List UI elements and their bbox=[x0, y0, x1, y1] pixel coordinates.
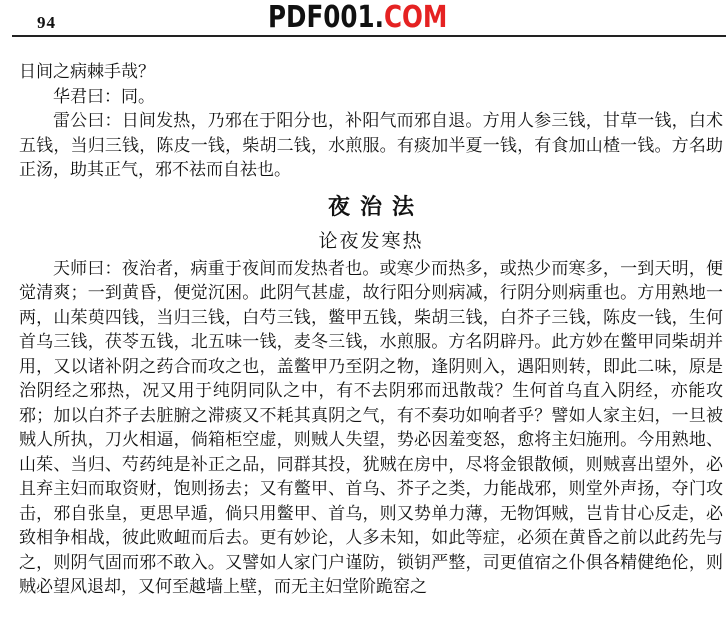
subsection-title: 论夜发寒热 bbox=[318, 229, 424, 252]
page-number: 94 bbox=[37, 13, 56, 32]
header-rule bbox=[12, 35, 726, 37]
body-line-question: 日间之病棘手哉？ bbox=[19, 62, 155, 82]
page-header bbox=[0, 0, 726, 36]
watermark-text-black: PDF001. bbox=[268, 0, 384, 35]
section-paragraph: 天师曰：夜治者，病重于夜间而发热者也。或寒少而热多，或热少而寒多，一到天明，便觉清爽；一到黄昏，便觉沉困。此阴气甚虚，故行阳分则病减，行阴分则病重也。方用熟地一两，山茱萸四钱，当归三钱，白芍三钱，鳖甲五钱，柴胡三钱，白芥子三钱，陈皮一钱，生何首乌三钱，茯苓五钱，北五味一钱，麦冬三钱，水煎服。方名阴辟丹。此方妙在鳖甲同柴胡并用，又以诸补阴之药合而攻之也，盖鳖甲乃至阴之物，逢阴则入，遇阳则转，即此二味，原是治阴经之邪热，况又用于纯阴同队之中，有不去阴邪而迅散哉？生何首乌直入阴经，亦能攻邪；加以白芥子去脏腑之滞痰又不耗其真阴之气，有不奏功如响者乎？譬如人家主妇，一旦被贼人所执，刀火相逼，倘箱柜空虚，则贼人失望，势必因羞变怒，愈将主妇施刑。今用熟地、山茱、当归、芍药纯是补正之品，同群其投，犹贼在房中，尽将金银散倾，则贼喜出望外，必且弃主妇而取资财，饱则扬去；又有鳖甲、首乌、芥子之类，力能战邪，则堂外声扬，夺门攻击，邪自张皇，更思早遁，倘只用鳖甲、首乌，则又势单力薄，无物饵贼，岂肯甘心反走，必致相争相战，彼此败衄而后去。更有妙论，人多未知，如此等症，必须在黄昏之前以此药先与之，则阴气固而邪不敢入。又譬如人家门户谨防，锁钥严整，司更值宿之仆俱各精健绝伦，则贼必望风退却，又何至越墙上壁，而无主妇堂阶跪窑之 bbox=[19, 258, 723, 597]
section-title: 夜治法 bbox=[327, 194, 424, 220]
watermark-logo bbox=[268, 0, 447, 35]
page-content bbox=[19, 60, 723, 600]
hua-reply-paragraph: 华君曰：同。 bbox=[53, 86, 155, 107]
lei-reply-paragraph: 雷公曰：日间发热，乃邪在于阳分也，补阳气而邪自退。方用人参三钱，甘草一钱，白术五钱，当归三钱，陈皮一钱，柴胡二钱，水煎服。有痰加半夏一钱，有食加山楂一钱。方名助正汤，助其正气，邪不祛而自祛也。 bbox=[19, 111, 723, 180]
watermark-text-red: COM bbox=[383, 0, 448, 35]
